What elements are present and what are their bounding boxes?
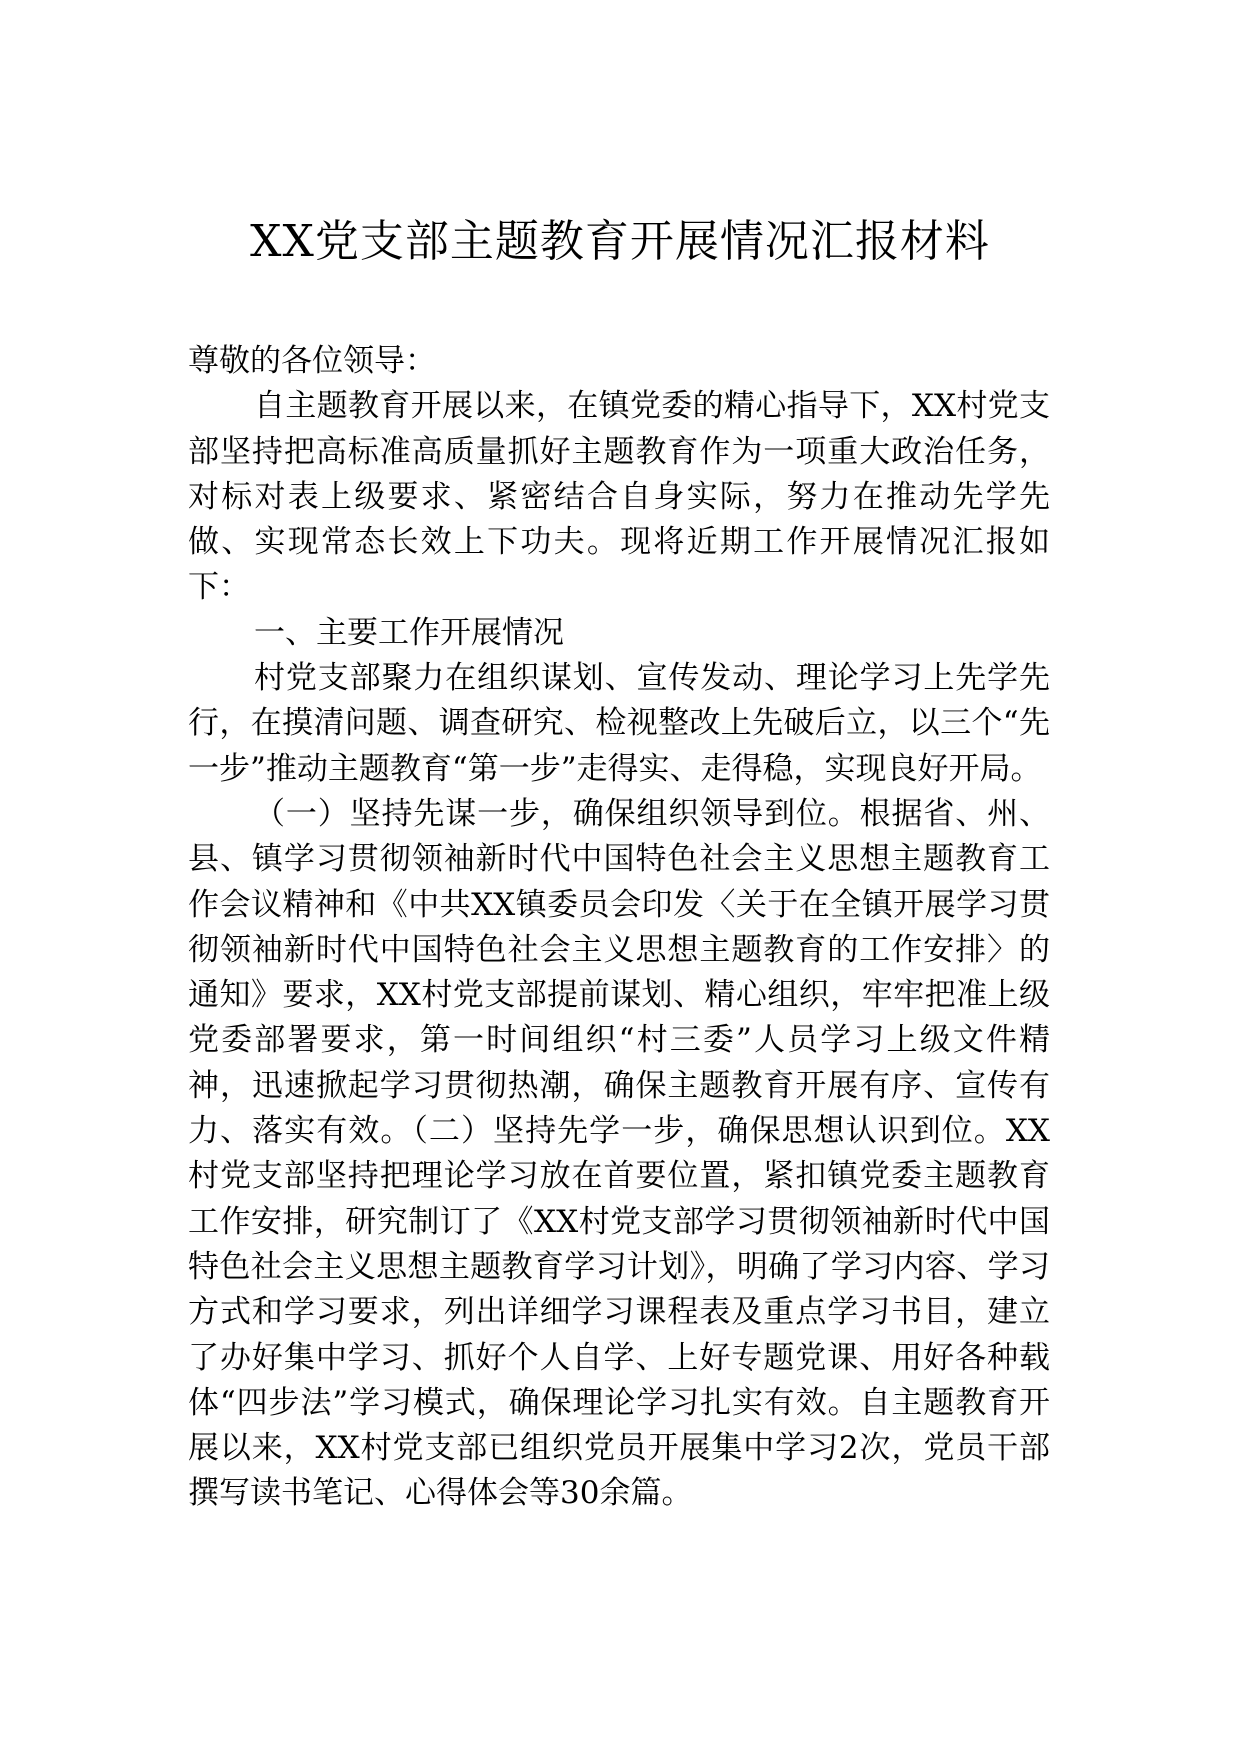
salutation: 尊敬的各位领导： bbox=[188, 343, 436, 379]
subsection-paragraph: （一）坚持先谋一步，确保组织领导到位。根据省、州、县、镇学习贯彻领袖新时代中国特色社会主义思想主题教育工作会议精神和《中共XX镇委员会印发〈关于在全镇开展学习贯彻领袖新时代中国特色社会主义思想主题教育的工作安排〉的通知》要求，XX村党支部提前谋划、精心组织，牢牢把准上级党委部署要求，第一时间组织“村三委”人员学习上级文件精神，迅速掀起学习贯彻热潮，确保主题教育开展有序、宣传有力、落实有效。（二）坚持先学一步，确保思想认识到位。XX村党支部坚持把理论学习放在首要位置，紧扣镇党委主题教育工作安排，研究制订了《XX村党支部学习贯彻领袖新时代中国特色社会主义思想主题教育学习计划》，明确了学习内容、学习方式和学习要求，列出详细学习课程表及重点学习书目，建立了办好集中学习、抓好个人自学、上好专题党课、用好各种载体“四步法”学习模式，确保理论学习扎实有效。自主题教育开展以来，XX村党支部已组织党员开展集中学习2次，党员干部撰写读书笔记、心得体会等30余篇。 bbox=[188, 795, 1050, 1512]
document-body bbox=[188, 339, 1050, 1517]
intro-paragraph: 自主题教育开展以来，在镇党委的精心指导下，XX村党支部坚持把高标准高质量抓好主题教育作为一项重大政治任务，对标对表上级要求、紧密结合自身实际，努力在推动先学先做、实现常态长效上下功夫。现将近期工作开展情况汇报如下： bbox=[188, 388, 1050, 606]
document-title: XX党支部主题教育开展情况汇报材料 bbox=[250, 216, 990, 267]
section-heading: 一、主要工作开展情况 bbox=[254, 614, 564, 651]
section-summary-paragraph: 村党支部聚力在组织谋划、宣传发动、理论学习上先学先行，在摸清问题、调查研究、检视整改上先破后立，以三个“先一步”推动主题教育“第一步”走得实、走得稳，实现良好开局。 bbox=[188, 660, 1050, 787]
